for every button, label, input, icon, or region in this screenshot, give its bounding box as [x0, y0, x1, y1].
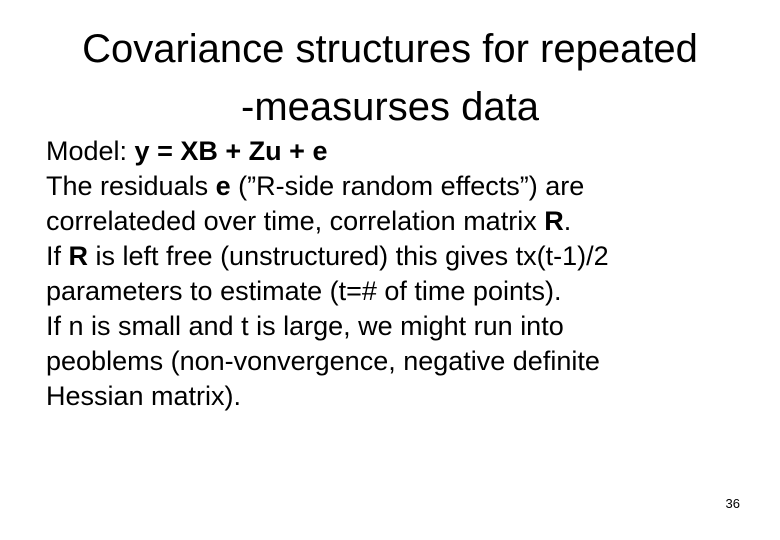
slide-title	[20, 20, 760, 136]
problems-paragraph	[46, 309, 746, 414]
model-line: Model: y = XB + Zu + e	[46, 136, 328, 166]
title-line-2: -measurses data	[241, 85, 539, 129]
model-zu: Zu	[248, 136, 282, 166]
residuals-paragraph	[46, 169, 746, 239]
problems-line-2: peoblems (non-vonvergence, negative definite	[46, 346, 600, 376]
unstructured-line-1: If R is left free (unstructured) this gives tx(t-1)/2	[46, 241, 609, 271]
model-xb: XB	[180, 136, 218, 166]
page-number: 36	[725, 496, 740, 511]
model-paragraph	[46, 134, 746, 169]
problems-line-3: Hessian matrix).	[46, 381, 242, 411]
residuals-line-1: The residuals e (”R-side random effects”) are	[46, 171, 585, 201]
model-y: y	[134, 136, 150, 166]
model-e: e	[312, 136, 328, 166]
residuals-line-2: correlateded over time, correlation matrix R.	[46, 206, 572, 236]
unstructured-paragraph	[46, 239, 746, 309]
slide-body	[46, 134, 746, 414]
unstructured-line-2: parameters to estimate (t=# of time points).	[46, 276, 562, 306]
title-line-1: Covariance structures for repeated	[82, 27, 698, 71]
problems-line-1: If n is small and t is large, we might run into	[46, 311, 564, 341]
